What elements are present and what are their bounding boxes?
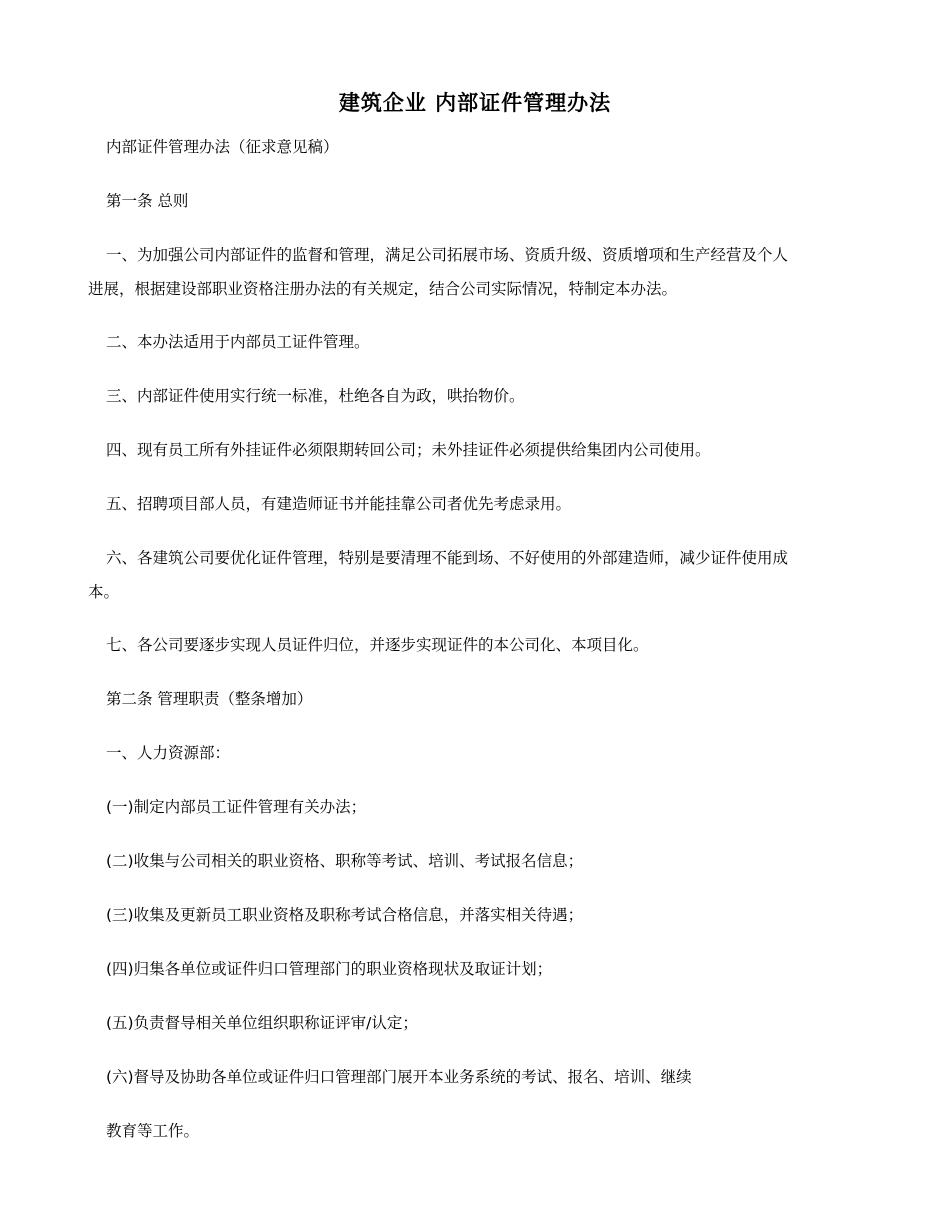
clause-4: [88, 433, 878, 467]
paragraph-line: 四、现有员工所有外挂证件必须限期转回公司；未外挂证件必须提供给集团内公司使用。: [106, 441, 711, 459]
hr-department-heading: [88, 736, 878, 770]
paragraph-line: 进展，根据建设部职业资格注册办法的有关规定，结合公司实际情况，特制定本办法。: [88, 280, 678, 298]
clause-7: [88, 628, 878, 662]
paragraph-line: (三)收集及更新员工职业资格及职称考试合格信息，并落实相关待遇；: [106, 906, 584, 924]
article-1-heading: [88, 184, 878, 218]
clause-3: [88, 379, 878, 413]
paragraph-line: 一、人力资源部：: [106, 744, 231, 762]
paragraph-line: (四)归集各单位或证件归口管理部门的职业资格现状及取证计划；: [106, 960, 553, 978]
paragraph-line: 本。: [88, 583, 120, 601]
hr-item-1: [88, 790, 878, 824]
clause-2: [88, 325, 878, 359]
paragraph-line: (五)负责督导相关单位组织职称证评审/认定；: [106, 1014, 418, 1032]
hr-item-2: [88, 844, 878, 878]
paragraph-line: 一、为加强公司内部证件的监督和管理，满足公司拓展市场、资质升级、资质增项和生产经营及个人: [106, 246, 789, 264]
hr-item-5: [88, 1006, 878, 1040]
paragraph-line: 五、招聘项目部人员，有建造师证书并能挂靠公司者优先考虑录用。: [106, 495, 572, 513]
paragraph-line: 七、各公司要逐步实现人员证件归位，并逐步实现证件的本公司化、本项目化。: [106, 636, 649, 654]
hr-item-6-continued: [88, 1114, 878, 1148]
paragraph-line: 教育等工作。: [106, 1122, 200, 1140]
clause-6: [88, 541, 878, 609]
paragraph-line: 第二条 管理职责（整条增加）: [106, 690, 313, 708]
paragraph-draft-notice: [88, 130, 878, 164]
paragraph-line: 二、本办法适用于内部员工证件管理。: [106, 333, 370, 351]
paragraph-line: (六)督导及协助各单位或证件归口管理部门展开本业务系统的考试、报名、培训、继续: [106, 1068, 692, 1086]
paragraph-line: 三、内部证件使用实行统一标准，杜绝各自为政，哄抬物价。: [106, 387, 525, 405]
document-title: 建筑企业 内部证件管理办法: [338, 91, 612, 115]
paragraph-line: (二)收集与公司相关的职业资格、职称等考试、培训、考试报名信息；: [106, 852, 584, 870]
paragraph-line: 内部证件管理办法（征求意见稿）: [106, 138, 339, 156]
paragraph-line: 六、各建筑公司要优化证件管理，特别是要清理不能到场、不好使用的外部建造师，减少证件使用成: [106, 549, 789, 567]
clause-5: [88, 487, 878, 521]
hr-item-3: [88, 898, 878, 932]
hr-item-4: [88, 952, 878, 986]
article-2-heading: [88, 682, 878, 716]
paragraph-line: (一)制定内部员工证件管理有关办法；: [106, 798, 367, 816]
clause-1: [88, 238, 878, 306]
hr-item-6: [88, 1060, 878, 1094]
paragraph-line: 第一条 总则: [106, 192, 189, 210]
